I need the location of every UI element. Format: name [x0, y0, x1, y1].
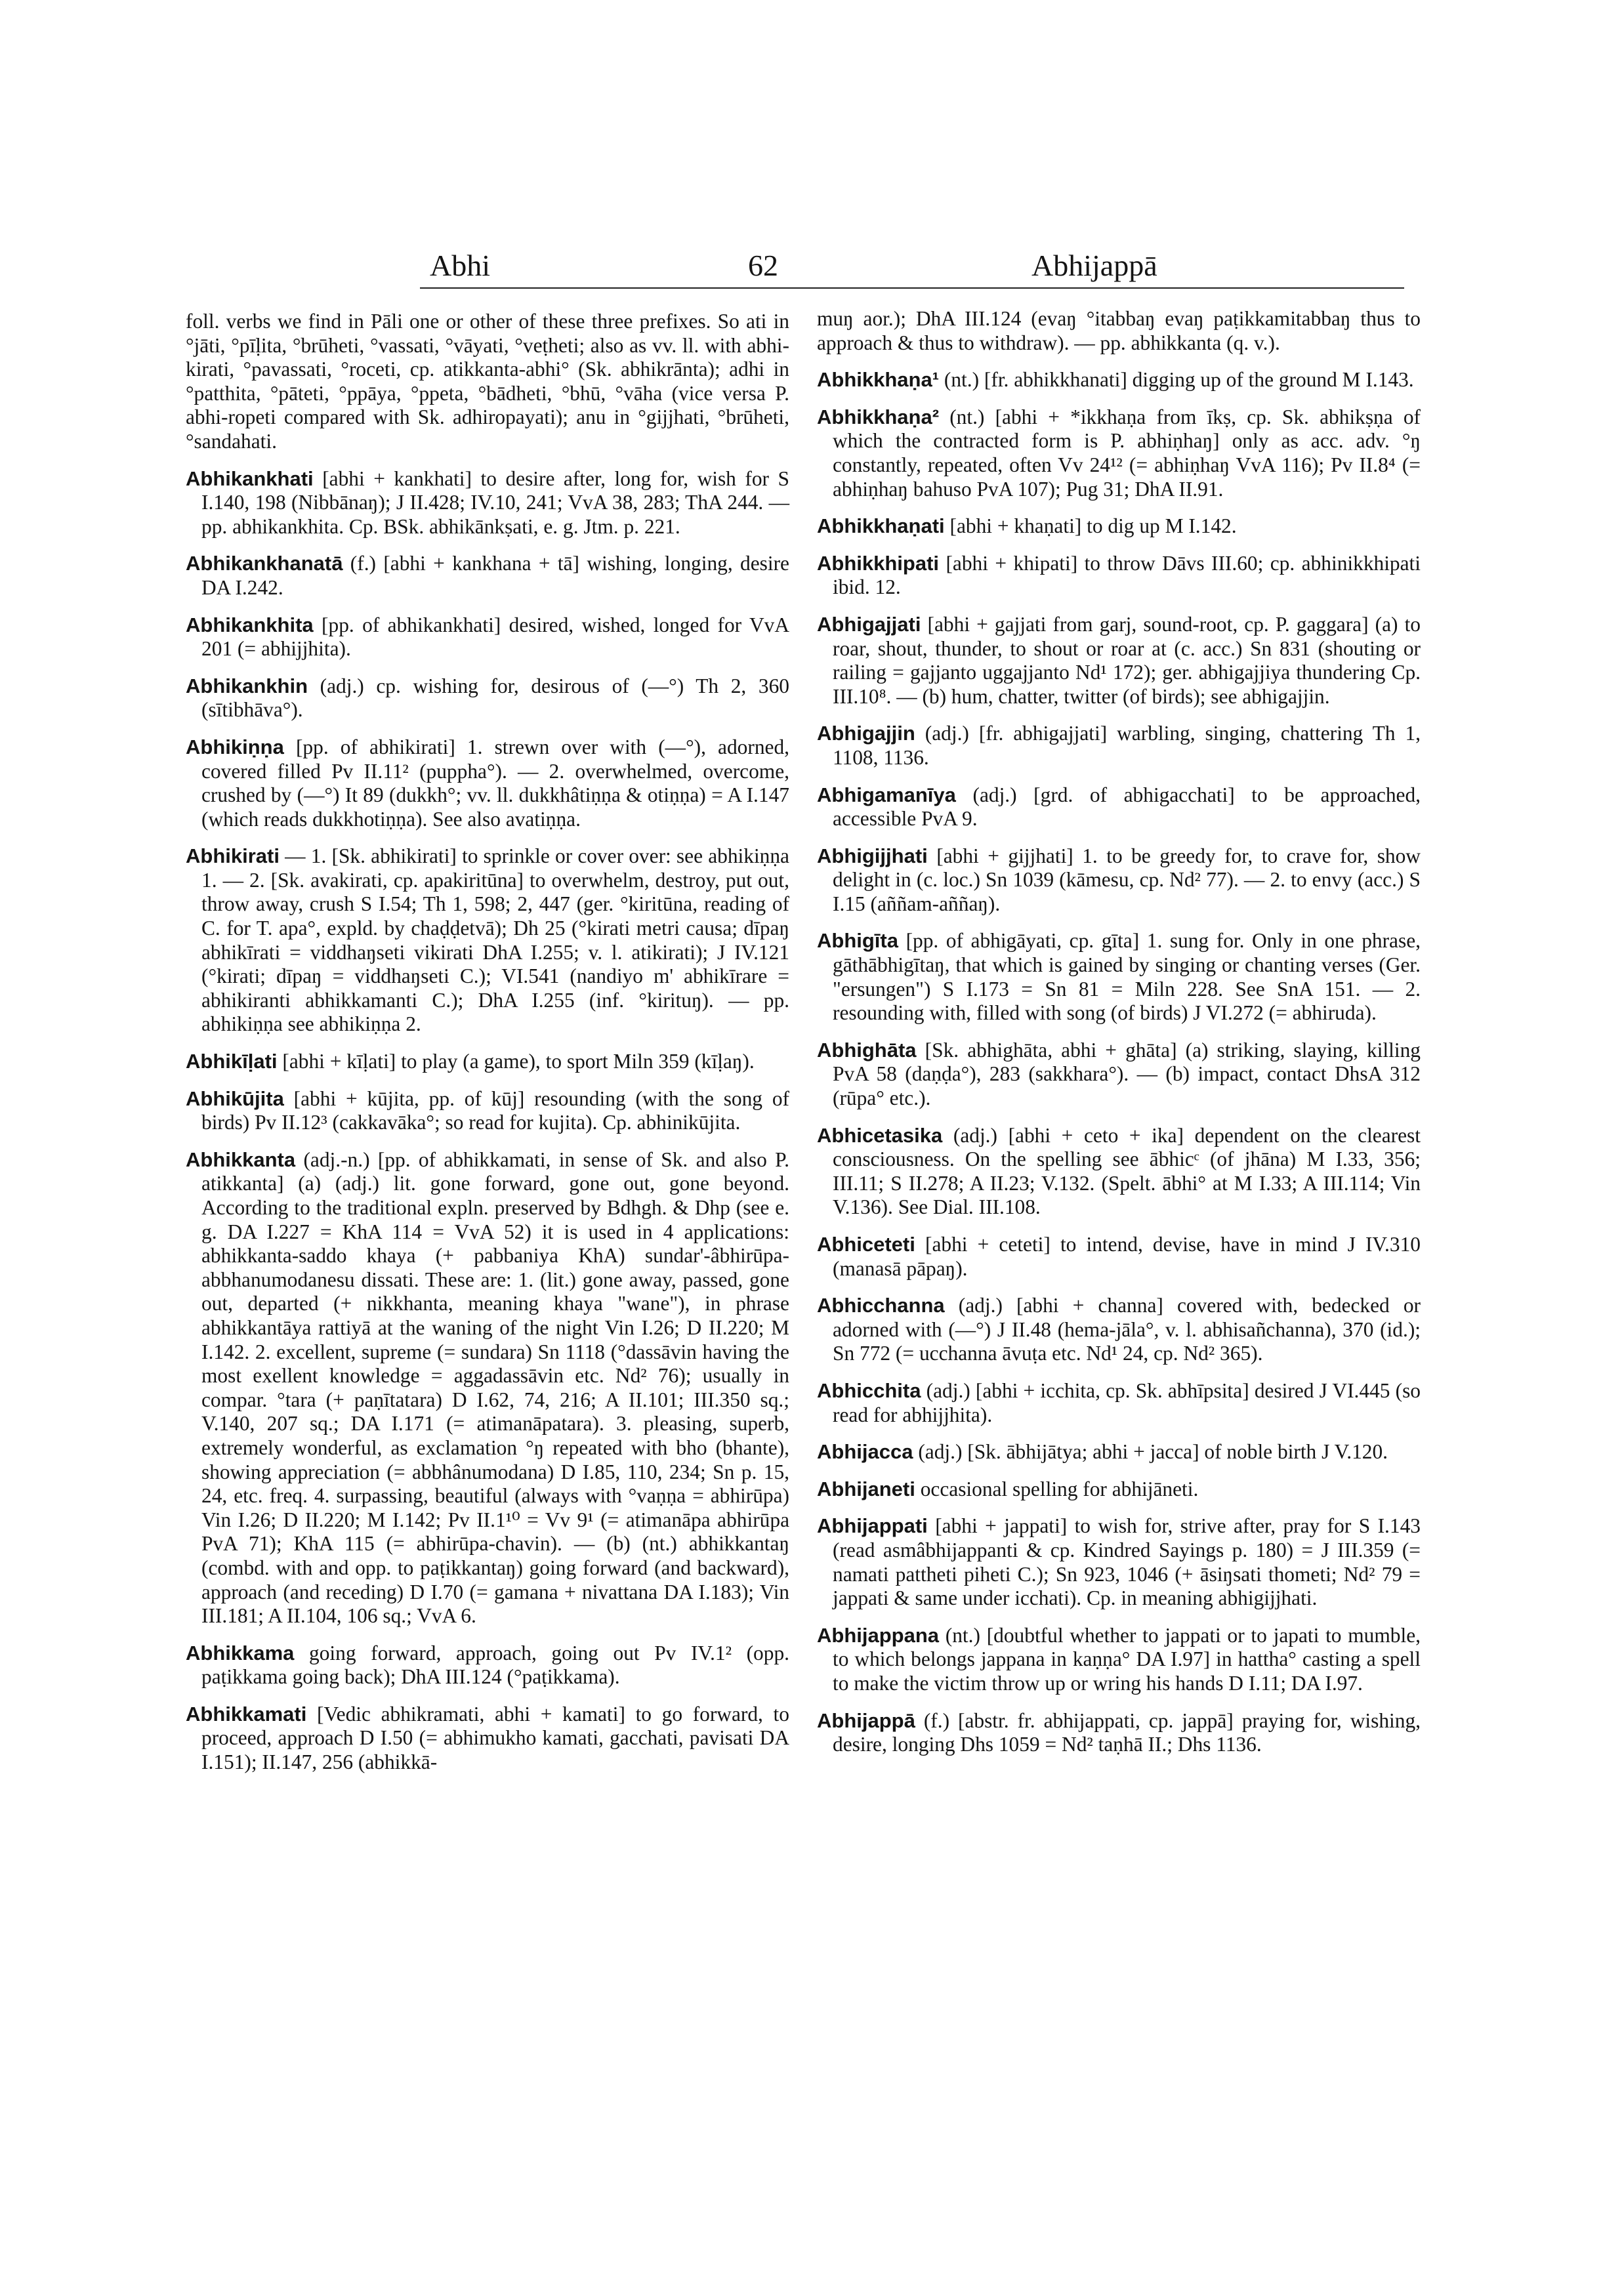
entry-body: (nt.) [doubtful whether to jappati or to japati to mumble, to which belongs jappana in kaṇṇa° DA I.97] in hattha° casting a spell to make the victim throw up or wring his hands D I.11; DA I.97.	[833, 1623, 1421, 1695]
entry-body: foll. verbs we find in Pāli one or other of these three prefixes. So ati in °jāti, °pīḷita, °brūheti, °vassati, °vāyati, °veṭheti; also as vv. ll. with abhi-kirati, °pavassati, °roceti, cp. atikkanta-abhi° (Sk. abhikrānta); adhi in °patthita, °pāteti, °ppāya, °ppeta, °bādheti, °bhū, °vāha (vice versa P. abhi-ropeti compared with Sk. adhiropayati); anu in °gijjhati, °brūheti, °sandahati.	[186, 310, 789, 453]
dictionary-entry	[186, 1050, 789, 1074]
entry-headword: Abhikkhaṇa¹	[817, 368, 940, 392]
entry-body: — 1. [Sk. abhikirati] to sprinkle or cover over: see abhikiṇṇa 1. — 2. [Sk. avakirati, cp. apakiritūna] to overwhelm, destroy, put out, throw away, crush S I.54; Th 1, 598; 2, 447 (ger. °kiritūna, reading of C. for T. apa°, expld. by chaḍḍetvā); Dh 25 (°kirati metri causa; dīpaŋ abhikīrati = viddhaŋseti vikirati DhA I.255; v. l. atikirati); J IV.121 (°kirati; dīpaŋ = viddhaŋseti C.); VI.541 (nandiyo m' abhikīrare = abhikiranti abhikkamanti C.); DhA I.255 (inf. °kirituŋ). — pp. abhikiṇṇa see abhikiṇṇa 2.	[201, 844, 789, 1036]
dictionary-entry	[817, 613, 1421, 709]
entry-headword: Abhighāta	[817, 1038, 917, 1062]
entry-body: [pp. of abhikirati] 1. strewn over with (—°), adorned, covered filled Pv II.11² (puppha°). — 2. overwhelmed, overcome, crushed by (—°) It 89 (dukkh°; vv. ll. dukkhâtiṇṇa & otiṇṇa) = A I.147 (which reads dukkhotiṇṇa). See also avatiṇṇa.	[201, 735, 789, 831]
entry-body: [abhi + gajjati from garj, sound-root, cp. P. gaggara] (a) to roar, shout, thunder, to shout or roar at (c. acc.) Sn 831 (shouting or railing = gajjanto uggajjanto Nd¹ 172); ger. abhigajjiya thundering Cp. III.10⁸. — (b) hum, chatter, twitter (of birds); see abhigajjin.	[833, 612, 1421, 708]
dictionary-entry	[817, 929, 1421, 1025]
entry-body: (f.) [abstr. fr. abhijappati, cp. jappā] praying for, wishing, desire, longing Dhs 1059 = Nd² taṇhā II.; Dhs 1136.	[833, 1708, 1421, 1756]
entry-body: (adj.) cp. wishing for, desirous of (—°) Th 2, 360 (sītibhāva°).	[201, 674, 789, 722]
entry-body: (nt.) [abhi + *ikkhaṇa from īkṣ, cp. Sk. abhikṣṇa of which the contracted form is P. abhiṇhaŋ] only as acc. adv. °ŋ constantly, repeated, often Vv 24¹² (= abhiṇhaŋ VvA 116); Pv II.8⁴ (= abhiṇhaŋ bahuso PvA 107); Pug 31; DhA II.91.	[833, 405, 1421, 501]
dictionary-entry	[186, 735, 789, 831]
dictionary-entry	[817, 1709, 1421, 1757]
entry-headword: Abhikiṇṇa	[186, 735, 284, 758]
entry-body: [abhi + kūjita, pp. of kūj] resounding (with the song of birds) Pv II.12³ (cakkavāka°; so read for kujita). Cp. abhinikūjita.	[201, 1086, 789, 1134]
right-guide-word: Abhijappā	[1031, 249, 1157, 282]
dictionary-entry	[817, 1514, 1421, 1610]
dictionary-entry	[186, 1703, 789, 1775]
entry-headword: Abhikkamati	[186, 1702, 307, 1726]
entry-body: (f.) [abhi + kankhana + tā] wishing, longing, desire DA I.242.	[201, 552, 789, 599]
entry-body: (nt.) [fr. abhikkhanati] digging up of the ground M I.143.	[944, 368, 1414, 392]
entry-headword: Abhikankhita	[186, 613, 314, 636]
dictionary-entry	[186, 467, 789, 539]
entry-headword: Abhigajjin	[817, 722, 915, 745]
entry-headword: Abhikūjita	[186, 1086, 284, 1110]
entry-headword: Abhicchita	[817, 1378, 921, 1402]
entry-headword: Abhikkhaṇa²	[817, 405, 940, 428]
header-rule	[420, 287, 1404, 289]
entry-body: (adj.) [fr. abhigajjati] warbling, singing, chattering Th 1, 1108, 1136.	[833, 722, 1421, 769]
entry-body: muŋ aor.); DhA III.124 (evaŋ °itabbaŋ evaŋ paṭikkamitabbaŋ thus to approach & thus to withdraw). — pp. abhikkanta (q. v.).	[817, 307, 1421, 354]
dictionary-entry	[817, 1039, 1421, 1111]
dictionary-entry	[817, 1440, 1421, 1464]
dictionary-entry	[186, 552, 789, 600]
entry-body: (adj.) [abhi + channa] covered with, bedecked or adorned with (—°) J II.48 (hema-jāla°, v. l. abhisañchanna), 370 (id.); Sn 772 (= ucchanna āvuṭa etc. Nd¹ 24, cp. Nd² 365).	[833, 1294, 1421, 1365]
entry-headword: Abhikankhanatā	[186, 552, 343, 575]
dictionary-entry	[186, 613, 789, 661]
dictionary-entry	[817, 722, 1421, 770]
dictionary-entry	[186, 674, 789, 722]
dictionary-entry	[817, 1478, 1421, 1502]
entry-headword: Abhijappā	[817, 1708, 915, 1732]
entry-headword: Abhijacca	[817, 1440, 913, 1464]
entry-body: [abhi + ceteti] to intend, devise, have in mind J IV.310 (manasā pāpaŋ).	[833, 1233, 1421, 1280]
entry-body: (adj.) [abhi + ceto + ika] dependent on the clearest consciousness. On the spelling see ābhicᶜ (of jhāna) M I.33, 356; III.11; S II.278; A II.23; V.132. (Spelt. ābhi° at M I.33; A III.114; Vin V.136). See Dial. III.108.	[833, 1123, 1421, 1219]
entry-body: [abhi + khaṇati] to dig up M I.142.	[949, 514, 1237, 538]
dictionary-entry	[817, 1124, 1421, 1220]
entry-headword: Abhijappati	[817, 1514, 928, 1538]
left-guide-word: Abhi	[430, 249, 490, 282]
entry-headword: Abhikkanta	[186, 1148, 296, 1171]
entry-headword: Abhijappana	[817, 1623, 940, 1647]
entry-body: (adj.-n.) [pp. of abhikkamati, in sense of Sk. and also P. atikkanta] (a) (adj.) lit. gone forward, gone out, gone beyond. According to the traditional expln. preserved by Bdhgh. & Dhp (see e. g. DA I.227 = KhA 114 = VvA 52) it is used in 4 applications: abhikkanta-saddo khaya (+ pabbaniya KhA) sundar'-âbhirūpa-abbhanumodanesu dissati. These are: 1. (lit.) gone away, passed, gone out, departed (+ nikkhanta, meaning khaya "wane"), in phrase abhikkantāya rattiyā at the waning of the night Vin I.26; D II.220; M I.142. 2. excellent, supreme (= sundara) Sn 1118 (°dassāvin having the most exellent knowledge = aggadassāvin etc. Nd² 76); usually in compar. °tara (+ paṇītatara) D I.62, 74, 216; A II.101; III.350 sq.; V.140, 207 sq.; DA I.171 (= atimanāpatara). 3. pleasing, superb, extremely wonderful, as exclamation °ŋ repeated with bho (bhante), showing appreciation (= abbhânumodana) D I.85, 110, 234; Sn p. 15, 24, etc. freq. 4. surpassing, beautiful (always with °vaṇṇa = abhirūpa) Vin I.26; D II.220; M I.142; Pv II.1¹⁰ = Vv 9¹ (= atimanāpa abhirūpa PvA 71); KhA 115 (= abhirūpa-chavin). — (b) (nt.) abhikkantaŋ (combd. with and opp. to paṭikkantaŋ) going forward (and backward), approach (and receding) D I.70 (= gamana + nivattana DA I.183); Vin III.181; A II.104, 106 sq.; VvA 6.	[201, 1148, 789, 1628]
dictionary-entry	[817, 844, 1421, 917]
entry-headword: Abhiceteti	[817, 1233, 915, 1256]
right-column	[817, 307, 1421, 1770]
entry-headword: Abhikkama	[186, 1641, 295, 1664]
entry-body: [abhi + gijjhati] 1. to be greedy for, to crave for, show delight in (c. loc.) Sn 1039 (kāmesu, cp. Nd² 77). — 2. to envy (acc.) S I.15 (aññam-aññaŋ).	[833, 844, 1421, 915]
entry-headword: Abhicetasika	[817, 1123, 943, 1147]
entry-body: [abhi + kankhati] to desire after, long for, wish for S I.140, 198 (Nibbānaŋ); J II.428; IV.10, 241; VvA 38, 283; ThA 244. — pp. abhikankhita. Cp. BSk. abhikānkṣati, e. g. Jtm. p. 221.	[201, 466, 789, 538]
entry-body: [abhi + jappati] to wish for, strive after, pray for S I.143 (read asmâbhijappanti & cp. Kindred Sayings p. 180) = J III.359 (= namati pattheti piheti C.); Sn 923, 1046 (+ āsiŋsati thometi; Nd² 79 = jappati & same under icchati). Cp. in meaning abhigijjhati.	[833, 1514, 1421, 1610]
entry-headword: Abhikkhipati	[817, 551, 940, 575]
entry-body: [pp. of abhigāyati, cp. gīta] 1. sung for. Only in one phrase, gāthābhigītaŋ, that which is gained by singing or chanting verses (Ger. "ersungen") S I.173 = Sn 81 = Miln 228. See SnA 151. — 2. resounding with, filled with song (of birds) J VI.272 (= abhiruda).	[833, 929, 1421, 1025]
entry-body: [abhi + khipati] to throw Dāvs III.60; cp. abhinikkhipati ibid. 12.	[833, 551, 1421, 599]
entry-continuation	[817, 307, 1421, 355]
entry-body: going forward, approach, going out Pv IV.1² (opp. paṭikkama going back); DhA III.124 (°paṭikkama).	[201, 1641, 789, 1689]
entry-headword: Abhigajjati	[817, 612, 921, 636]
entry-body: [Sk. abhighāta, abhi + ghāta] (a) striking, slaying, killing PvA 58 (daṇḍa°), 283 (sakkhara°). — (b) impact, contact DhsA 312 (rūpa° etc.).	[833, 1038, 1421, 1110]
entry-headword: Abhikkhaṇati	[817, 514, 945, 538]
entry-headword: Abhijaneti	[817, 1477, 915, 1500]
entry-headword: Abhikankhin	[186, 674, 308, 697]
dictionary-entry	[186, 1148, 789, 1628]
page-number: 62	[748, 249, 778, 282]
entry-body: (adj.) [grd. of abhigacchati] to be approached, accessible PvA 9.	[833, 783, 1421, 831]
entry-body: (adj.) [Sk. ābhijātya; abhi + jacca] of noble birth J V.120.	[918, 1440, 1388, 1464]
dictionary-entry	[817, 1624, 1421, 1696]
dictionary-entry	[186, 1087, 789, 1135]
dictionary-entry	[817, 552, 1421, 600]
entry-body: [Vedic abhikramati, abhi + kamati] to go forward, to proceed, approach D I.50 (= abhimukho kamati, gacchati, pavisati DA I.151); II.147, 256 (abhikkā-	[201, 1702, 789, 1774]
dictionary-entry	[817, 368, 1421, 392]
entry-headword: Abhikirati	[186, 844, 280, 868]
entry-body: occasional spelling for abhijāneti.	[920, 1477, 1199, 1500]
dictionary-entry	[817, 514, 1421, 539]
entry-headword: Abhigijjhati	[817, 844, 928, 867]
dictionary-entry	[817, 1294, 1421, 1366]
left-column	[186, 310, 789, 1788]
entry-body: (adj.) [abhi + icchita, cp. Sk. abhīpsita] desired J VI.445 (so read for abhijjhita).	[833, 1378, 1421, 1426]
dictionary-entry	[817, 405, 1421, 501]
dictionary-entry	[817, 1379, 1421, 1427]
entry-headword: Abhikankhati	[186, 466, 314, 490]
entry-headword: Abhigīta	[817, 929, 898, 953]
entry-headword: Abhikīḷati	[186, 1050, 278, 1073]
dictionary-entry	[186, 844, 789, 1037]
entry-continuation	[186, 310, 789, 454]
dictionary-entry	[817, 783, 1421, 831]
entry-body: [pp. of abhikankhati] desired, wished, longed for VvA 201 (= abhijjhita).	[201, 613, 789, 661]
entry-body: [abhi + kīḷati] to play (a game), to sport Miln 359 (kīḷaŋ).	[282, 1050, 755, 1073]
dictionary-entry	[186, 1642, 789, 1689]
entry-headword: Abhicchanna	[817, 1294, 945, 1317]
entry-headword: Abhigamanīya	[817, 783, 956, 806]
dictionary-entry	[817, 1233, 1421, 1281]
